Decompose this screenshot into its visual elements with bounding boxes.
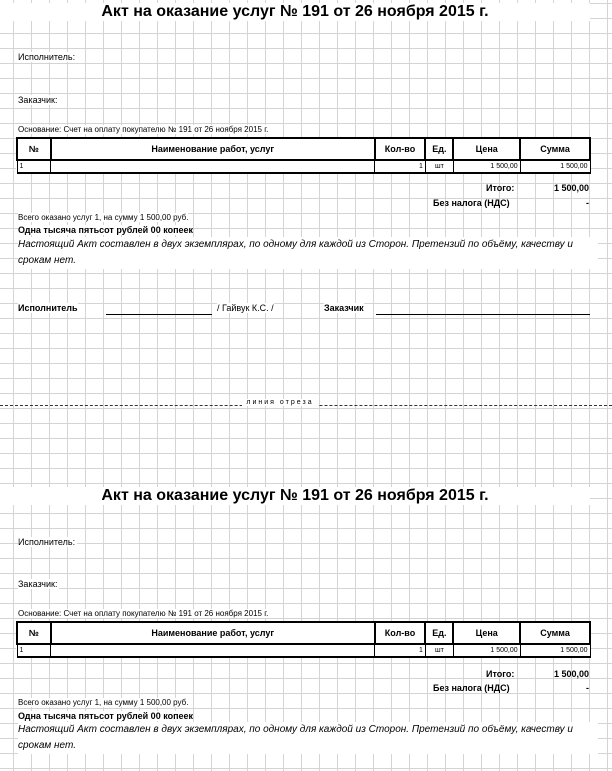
amount-words: Одна тысяча пятьсот рублей 00 копеек — [18, 711, 194, 721]
act-title: Акт на оказание услуг № 191 от 26 ноября 2015 г. — [0, 3, 590, 21]
customer-sign-label: Заказчик — [324, 303, 364, 313]
summary-text: Всего оказано услуг 1, на сумму 1 500,00 руб. — [18, 698, 189, 707]
vat-label: Без налога (НДС) — [433, 198, 510, 208]
executor-sign-label: Исполнитель — [18, 303, 78, 313]
summary-text: Всего оказано услуг 1, на сумму 1 500,00 руб. — [18, 213, 189, 222]
col-sum-header: Сумма — [520, 138, 590, 160]
col-name-header: Наименование работ, услуг — [51, 138, 375, 160]
cell-qty: 1 — [375, 160, 426, 173]
executor-name: / Гайвук К.С. / — [217, 303, 274, 313]
services-table — [16, 621, 591, 658]
executor-label: Исполнитель: — [18, 537, 76, 547]
total-value: 1 500,00 — [553, 183, 589, 193]
col-unit-header: Ед. — [425, 138, 453, 160]
executor-signature-line — [106, 314, 212, 315]
vat-value: - — [586, 198, 589, 208]
cut-line-label: линия отреза — [0, 399, 560, 406]
cell-price: 1 500,00 — [453, 160, 520, 173]
cell-unit: шт — [425, 644, 453, 657]
vat-value: - — [586, 683, 589, 693]
executor-label: Исполнитель: — [18, 52, 76, 62]
statement-text: Настоящий Акт составлен в двух экземплярах, по одному для каждой из Сторон. Претензий по объёму, качеству и срокам нет. — [18, 237, 598, 269]
cell-qty: 1 — [375, 644, 426, 657]
col-price-header: Цена — [453, 138, 520, 160]
cell-unit: шт — [425, 160, 453, 173]
col-price-header: Цена — [453, 622, 520, 644]
cell-num: 1 — [17, 644, 51, 657]
col-name-header: Наименование работ, услуг — [51, 622, 375, 644]
cell-sum: 1 500,00 — [520, 160, 590, 173]
total-label: Итого: — [486, 669, 515, 679]
services-table — [16, 137, 591, 174]
act-title: Акт на оказание услуг № 191 от 26 ноября 2015 г. — [0, 487, 590, 505]
cell-num: 1 — [17, 160, 51, 173]
cell-sum: 1 500,00 — [520, 644, 590, 657]
table-row — [17, 160, 590, 173]
col-num-header: № — [17, 138, 51, 160]
table-row — [17, 644, 590, 657]
table-header-row — [17, 138, 590, 160]
basis-text: Основание: Счет на оплату покупателю № 191 от 26 ноября 2015 г. — [18, 125, 269, 134]
cell-price: 1 500,00 — [453, 644, 520, 657]
vat-label: Без налога (НДС) — [433, 683, 510, 693]
cell-name — [51, 644, 375, 657]
col-sum-header: Сумма — [520, 622, 590, 644]
col-unit-header: Ед. — [425, 622, 453, 644]
customer-signature-line — [376, 314, 590, 315]
amount-words: Одна тысяча пятьсот рублей 00 копеек — [18, 225, 194, 235]
col-qty-header: Кол-во — [375, 622, 426, 644]
cell-name — [51, 160, 375, 173]
customer-label: Заказчик: — [18, 95, 58, 105]
basis-text: Основание: Счет на оплату покупателю № 191 от 26 ноября 2015 г. — [18, 609, 269, 618]
total-label: Итого: — [486, 183, 515, 193]
table-header-row — [17, 622, 590, 644]
col-num-header: № — [17, 622, 51, 644]
total-value: 1 500,00 — [553, 669, 589, 679]
customer-label: Заказчик: — [18, 579, 58, 589]
statement-text: Настоящий Акт составлен в двух экземплярах, по одному для каждой из Сторон. Претензий по объёму, качеству и срокам нет. — [18, 722, 598, 754]
col-qty-header: Кол-во — [375, 138, 426, 160]
